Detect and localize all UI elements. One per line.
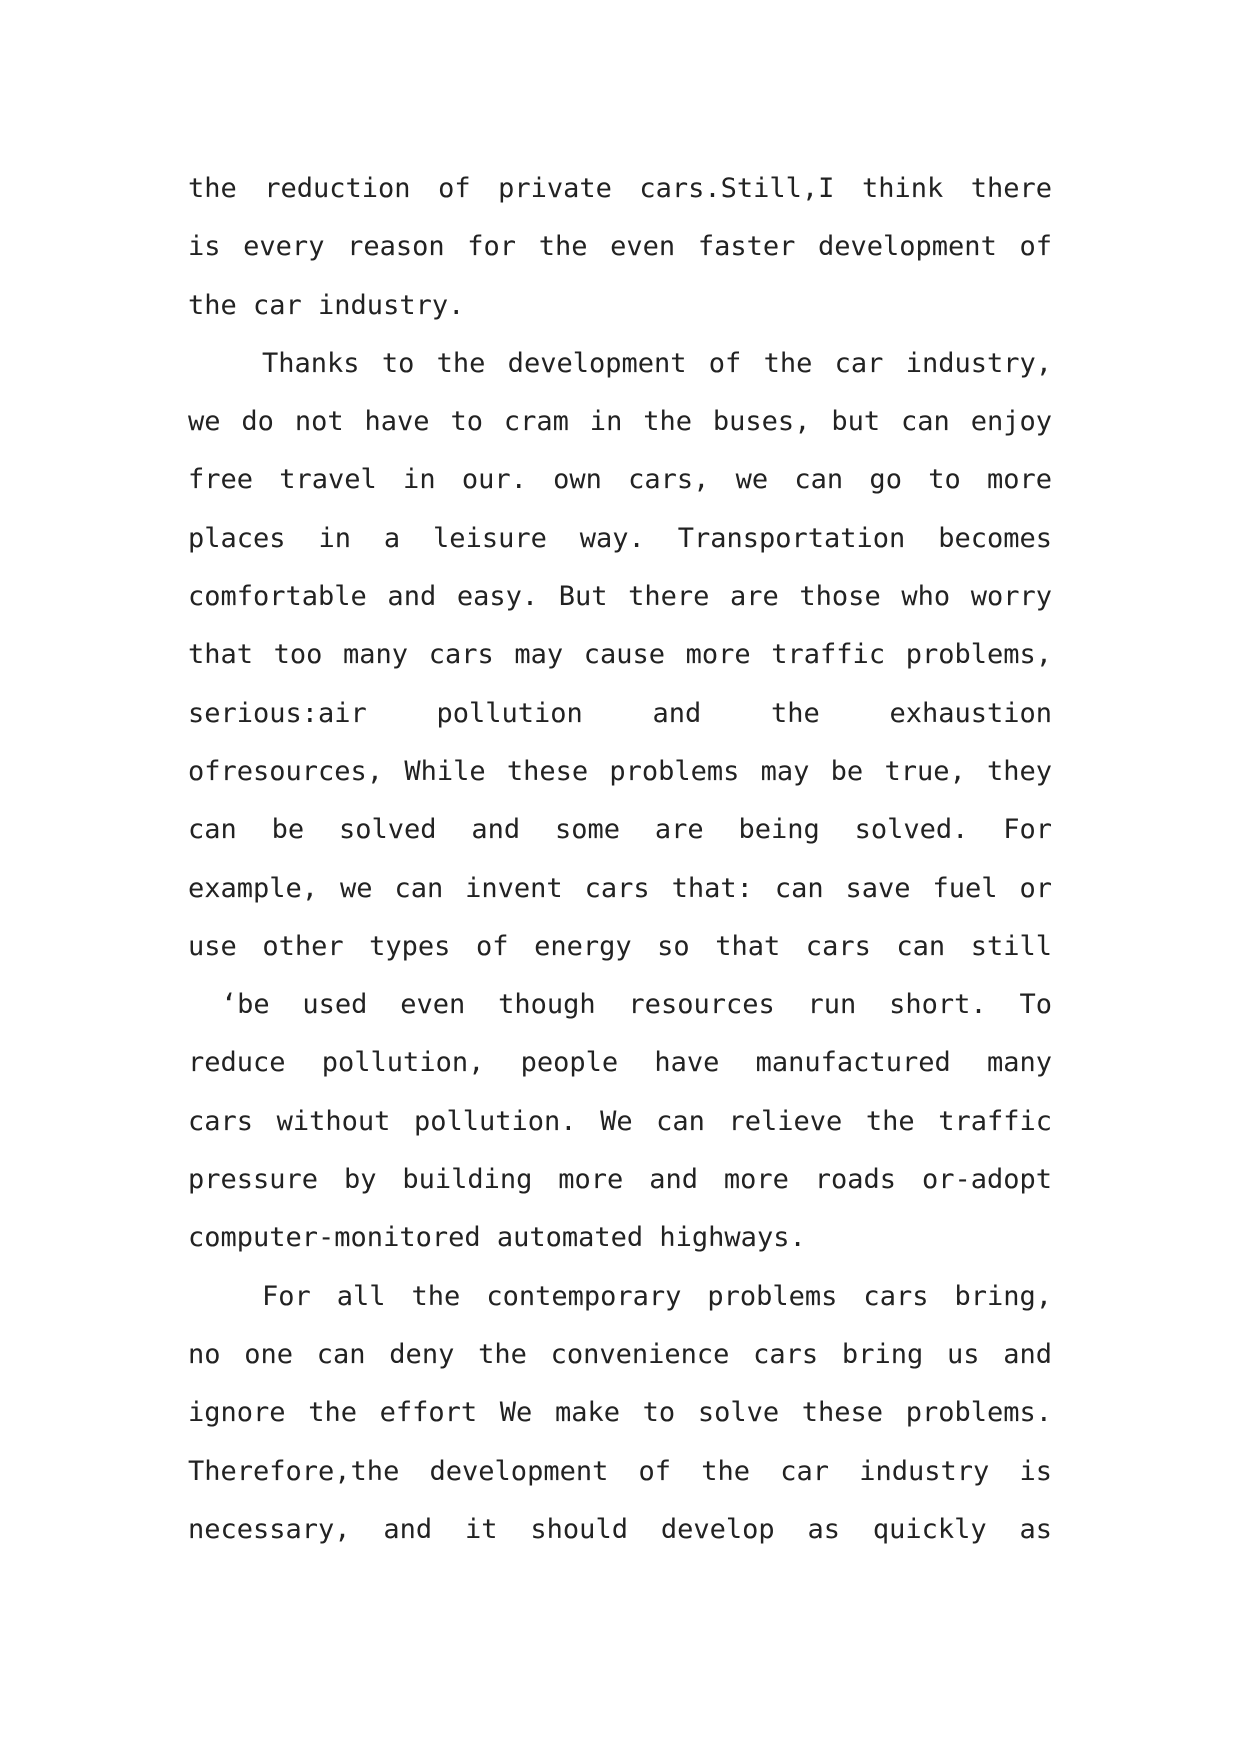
text-line: Therefore,the development of the car industry is	[188, 1455, 1052, 1487]
text-line: the reduction of private cars.Still,I think there	[188, 173, 1052, 204]
text-line: places in a leisure way. Transportation becomes	[188, 522, 1052, 554]
text-line: necessary, and it should develop as quickly as	[188, 1513, 1052, 1545]
paragraph-start-line: For all the contemporary problems cars bring,	[262, 1280, 1052, 1312]
paragraph-start-line: Thanks to the development of the car industry,	[262, 347, 1052, 379]
text-line: can be solved and some are being solved. For	[188, 814, 1052, 846]
text-line: example, we can invent cars that: can save fuel or	[188, 872, 1052, 904]
essay-text	[188, 160, 1052, 1559]
text-line: cars without pollution. We can relieve the traffic	[188, 1105, 1052, 1137]
text-line: free travel in our. own cars, we can go to more	[188, 464, 1052, 496]
text-line: ignore the effort We make to solve these problems.	[188, 1397, 1052, 1429]
text-line: computer-monitored automated highways.	[188, 1222, 806, 1254]
text-line: ‘be used even though resources run short. To	[188, 989, 1052, 1021]
text-line: pressure by building more and more roads or-adopt	[188, 1164, 1052, 1196]
text-line: that too many cars may cause more traffic problems,	[188, 639, 1052, 671]
text-line: use other types of energy so that cars can still	[188, 930, 1052, 962]
text-line: the car industry.	[188, 289, 465, 321]
text-line: reduce pollution, people have manufactured many	[188, 1047, 1052, 1079]
text-line: ofresources, While these problems may be true, they	[188, 755, 1052, 787]
text-line: we do not have to cram in the buses, but can enjoy	[188, 406, 1052, 438]
text-line: is every reason for the even faster development of	[188, 231, 1052, 263]
text-line: no one can deny the convenience cars bring us and	[188, 1338, 1052, 1370]
text-line: serious:air pollution and the exhaustion	[188, 697, 1052, 729]
text-line: comfortable and easy. But there are those who worry	[188, 581, 1052, 613]
